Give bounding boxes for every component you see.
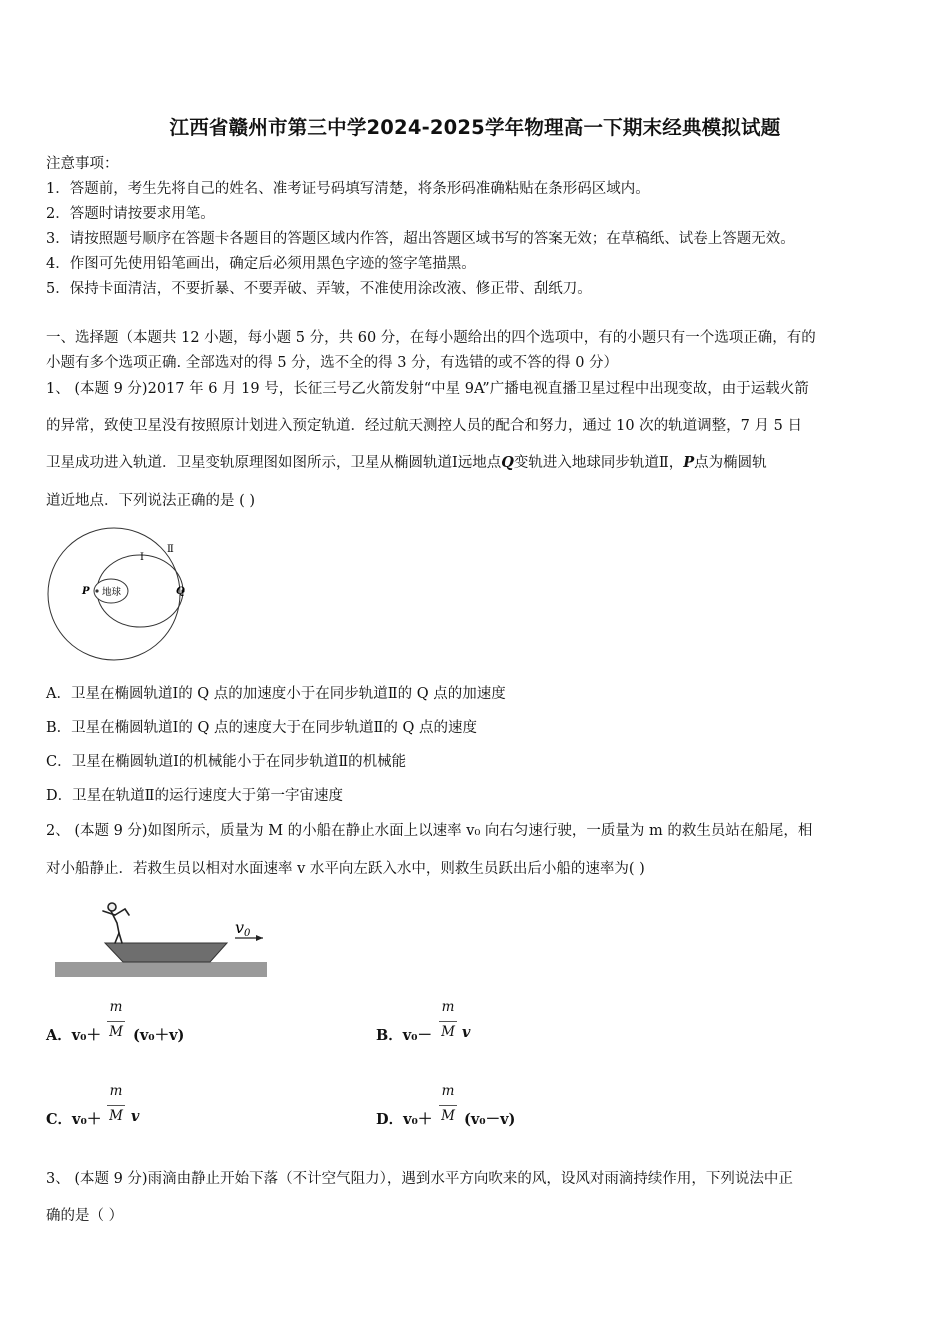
q1-option-a: A．卫星在椭圆轨道Ⅰ的 Q 点的加速度小于在同步轨道Ⅱ的 Q 点的加速度: [46, 686, 506, 702]
q2-option-b-post: v: [462, 1024, 471, 1041]
q2-option-c-post: v: [131, 1108, 140, 1125]
q2-option-a: [46, 1024, 101, 1045]
q3-line-2: 确的是（ ）: [46, 1208, 124, 1224]
q2-line-1: 2、 (本题 9 分)如图所示，质量为 M 的小船在静止水面上以速率 v₀ 向右匀速行驶，一质量为 m 的救生员站在船尾，相: [46, 823, 813, 839]
earth-label: 地球: [102, 587, 122, 598]
q2-line-2: 对小船静止．若救生员以相对水面速率 v 水平向左跃入水中，则救生员跃出后小船的速率为( ): [46, 861, 645, 877]
q1-line-3-b: 变轨进入地球同步轨道Ⅱ，: [513, 455, 684, 471]
orbit-i-label: Ⅰ: [140, 552, 144, 563]
q2-option-d: [376, 1108, 432, 1129]
q2-a-frac-den: M: [109, 1024, 123, 1040]
q1-option-c: C．卫星在椭圆轨道Ⅰ的机械能小于在同步轨道Ⅱ的机械能: [46, 754, 407, 770]
q2-b-frac-num: m: [441, 999, 455, 1015]
q1-point-p: P: [683, 454, 695, 471]
notice-heading: 注意事项：: [46, 156, 119, 172]
notice-item-4: 4．作图可先使用铅笔画出，确定后必须用黑色字迹的签字笔描黑。: [46, 256, 476, 272]
boat-diagram: [55, 893, 270, 983]
q2-option-d-pre: D．v₀＋: [376, 1111, 433, 1128]
notice-item-1: 1．答题前，考生先将自己的姓名、准考证号码填写清楚，将条形码准确粘贴在条形码区域内。: [46, 181, 650, 197]
q2-d-frac-bar: [439, 1105, 457, 1106]
q2-d-frac-num: m: [441, 1083, 455, 1099]
notice-item-5: 5．保持卡面清洁，不要折暴、不要弄破、弄皱，不准使用涂改液、修正带、刮纸刀。: [46, 281, 592, 297]
q1-option-d: D．卫星在轨道Ⅱ的运行速度大于第一宇宙速度: [46, 788, 343, 804]
q2-option-b: [376, 1024, 432, 1045]
q2-a-frac-num: m: [109, 999, 123, 1015]
q2-option-a-post: (v₀＋v): [133, 1027, 185, 1044]
point-q-label: Q: [176, 586, 185, 597]
water-surface: [55, 962, 267, 977]
q2-d-frac-den: M: [441, 1108, 455, 1124]
q2-c-frac-den: M: [109, 1108, 123, 1124]
q1-point-q: Q: [501, 454, 514, 471]
notice-item-3: 3．请按照题号顺序在答题卡各题目的答题区域内作答，超出答题区域书写的答案无效；在草稿纸、试卷上答题无效。: [46, 231, 795, 247]
orbit-diagram: [46, 524, 196, 664]
q2-c-frac-bar: [107, 1105, 125, 1106]
velocity-label: v0: [235, 918, 251, 939]
orbit-ii-label: Ⅱ: [167, 544, 174, 555]
section-heading-line-1: 一、选择题（本题共 12 小题，每小题 5 分，共 60 分，在每小题给出的四个选项中，有的小题只有一个选项正确，有的: [46, 330, 816, 346]
q1-line-2: 的异常，致使卫星没有按照原计划进入预定轨道．经过航天测控人员的配合和努力，通过 10 次的轨道调整，7 月 5 日: [46, 418, 802, 434]
notice-item-2: 2．答题时请按要求用笔。: [46, 206, 215, 222]
q1-line-1: 1、 (本题 9 分)2017 年 6 月 19 号，长征三号乙火箭发射“中星 9A”广播电视直播卫星过程中出现变故，由于运载火箭: [46, 381, 809, 397]
velocity-arrowhead: [256, 935, 263, 941]
q2-option-c: [46, 1108, 101, 1129]
q1-line-4: 道近地点．下列说法正确的是 ( ): [46, 493, 256, 509]
rescuer-figure: [103, 903, 129, 943]
boat-hull: [105, 943, 227, 962]
q1-line-3-c: 点为椭圆轨: [694, 455, 767, 471]
point-p-label: P: [82, 586, 90, 597]
q1-option-b: B．卫星在椭圆轨道Ⅰ的 Q 点的速度大于在同步轨道Ⅱ的 Q 点的速度: [46, 720, 477, 736]
q2-option-b-pre: B．v₀－: [376, 1027, 433, 1044]
q1-line-3-a: 卫星成功进入轨道．卫星变轨原理图如图所示，卫星从椭圆轨道Ⅰ远地点: [46, 455, 502, 471]
page-title: 江西省赣州市第三中学2024-2025学年物理高一下期末经典模拟试题: [169, 116, 781, 139]
q2-b-frac-den: M: [441, 1024, 455, 1040]
q2-a-frac-bar: [107, 1021, 125, 1022]
q1-line-3: [46, 451, 767, 472]
q2-option-d-post: (v₀－v): [464, 1111, 516, 1128]
q2-b-frac-bar: [439, 1021, 457, 1022]
q3-line-1: 3、 (本题 9 分)雨滴由静止开始下落（不计空气阻力），遇到水平方向吹来的风，设风对雨滴持续作用，下列说法中正: [46, 1171, 793, 1187]
section-heading-line-2: 小题有多个选项正确. 全部选对的得 5 分，选不全的得 3 分，有选错的或不答的得 0 分）: [46, 355, 619, 371]
point-p-dot: [95, 589, 98, 592]
q2-option-a-pre: A．v₀＋: [46, 1027, 102, 1044]
q2-c-frac-num: m: [109, 1083, 123, 1099]
q2-option-c-pre: C．v₀＋: [46, 1111, 102, 1128]
